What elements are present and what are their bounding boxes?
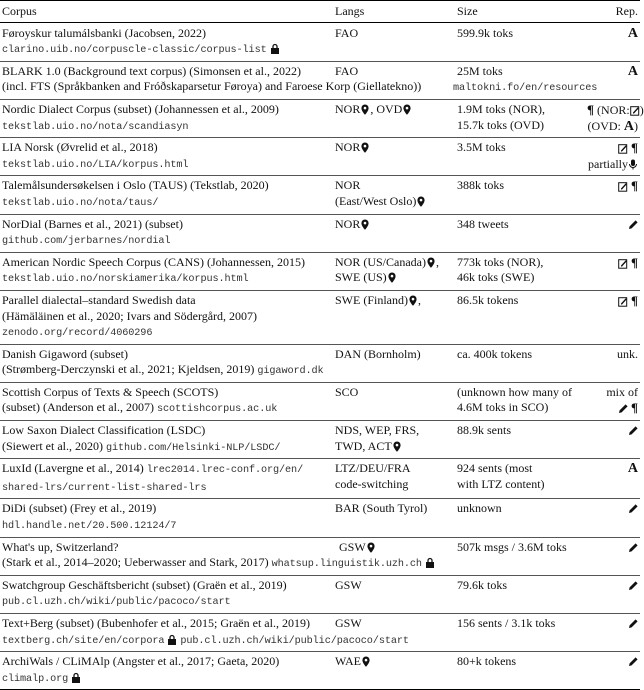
- table-row: [0, 214, 640, 252]
- corpus-url-cont[interactable]: pub.cl.uzh.ch/wiki/public/pacoco/start: [180, 635, 409, 647]
- size-cont: 15.7k toks (OVD): [457, 117, 544, 132]
- table-row: [0, 99, 640, 137]
- size: 599.9k toks: [455, 22, 585, 61]
- table-row: [0, 22, 640, 61]
- microphone-icon: [628, 159, 638, 170]
- corpus-name: NorDial (Barnes et al., 2021) (subset): [2, 216, 183, 231]
- corpus-name: Low Saxon Dialect Classification (LSDC): [2, 423, 206, 438]
- langs: NDS, WEP, FRS,: [335, 423, 420, 438]
- original-text-symbol: A: [623, 118, 634, 134]
- size: 3.5M toks: [455, 138, 585, 176]
- size: unknown: [455, 499, 585, 537]
- langs: LTZ/DEU/FRA: [335, 461, 411, 476]
- map-pin-icon: [387, 272, 397, 283]
- map-pin-icon: [402, 104, 412, 115]
- size: 156 sents / 3.1k toks: [455, 614, 585, 652]
- pilcrow-symbol: ¶: [587, 101, 595, 117]
- langs-cont: , OVD: [370, 101, 403, 116]
- size: 80+k tokens: [455, 652, 585, 690]
- table-row: [0, 138, 640, 176]
- map-pin-icon: [392, 441, 402, 452]
- corpus-name: ArchiWals / CLiMAlp (Angster et al., 2017; Gaeta, 2020): [2, 654, 280, 669]
- edit-box-icon: [618, 258, 628, 269]
- lock-icon: [270, 43, 280, 54]
- size: 924 sents (most: [457, 461, 533, 476]
- pencil-icon: [628, 219, 638, 230]
- header-corpus: Corpus: [0, 1, 333, 23]
- original-text-symbol: A: [627, 461, 638, 477]
- corpus-name: Talemålsundersøkelsen i Oslo (TAUS) (Tekstlab, 2020): [2, 178, 269, 193]
- langs: NOR: [335, 216, 361, 231]
- size: 25M toks: [457, 63, 503, 78]
- corpus-url[interactable]: textberg.ch/site/en/corpora: [2, 635, 165, 647]
- size-cont: 4.6M toks in SCO): [457, 400, 549, 415]
- corpus-url[interactable]: clarino.uib.no/corpuscle-classic/corpus-list: [2, 45, 267, 57]
- corpus-url[interactable]: tekstlab.uio.no/nota/taus/: [2, 197, 159, 209]
- map-pin-icon: [366, 542, 376, 553]
- corpus-url[interactable]: tekstlab.uio.no/nota/scandiasyn: [2, 121, 189, 133]
- lock-icon: [425, 557, 435, 568]
- rep-label: (NOR:: [597, 102, 630, 117]
- corpus-name-cont: (Hämäläinen et al., 2020; Ivars and Södergård, 2007): [2, 308, 258, 323]
- corpus-url[interactable]: tekstlab.uio.no/norskiamerika/korpus.html: [2, 274, 249, 286]
- langs: FAO: [333, 61, 455, 99]
- edit-box-icon: [618, 296, 628, 307]
- corpus-name-cont: (Siewert et al., 2020): [2, 438, 103, 453]
- table-row: [0, 614, 640, 652]
- langs: NOR: [335, 178, 361, 193]
- corpus-name-cont: (subset) (Anderson et al., 2007): [2, 400, 154, 415]
- langs: SCO: [333, 382, 455, 420]
- corpus-name: LIA Norsk (Øvrelid et al., 2018): [2, 140, 158, 155]
- header-rep: Rep.: [585, 1, 640, 23]
- corpus-name: American Nordic Speech Corpus (CANS) (Johannessen, 2015): [2, 254, 305, 269]
- rep-partially: partially: [588, 156, 628, 171]
- corpus-name: BLARK 1.0 (Background text corpus) (Simonsen et al., 2022): [2, 63, 301, 78]
- langs: BAR (South Tyrol): [333, 499, 455, 537]
- map-pin-icon: [416, 196, 426, 207]
- map-pin-icon: [361, 656, 371, 667]
- corpus-name-cont: (Stark et al., 2014–2020; Ueberwasser and Stark, 2017): [2, 555, 269, 570]
- table-row: [0, 382, 640, 420]
- table-row: [0, 575, 640, 613]
- header-size: Size: [455, 1, 585, 23]
- langs: GSW: [339, 539, 366, 554]
- original-text-symbol: A: [627, 25, 638, 41]
- langs: NOR: [335, 101, 361, 116]
- rep-label: mix of: [606, 384, 638, 399]
- table-row: [0, 176, 640, 214]
- langs-cont: SWE (US): [335, 270, 387, 285]
- lock-icon: [71, 672, 81, 683]
- corpus-name-cont: (Strømberg-Derczynski et al., 2021; Kjeldsen, 2019): [2, 362, 255, 377]
- corpus-name: Text+Berg (subset) (Bubenhofer et al., 2015; Graën et al., 2019): [2, 616, 310, 630]
- corpus-name: What's up, Switzerland?: [2, 539, 119, 554]
- corpus-url[interactable]: lrec2014.lrec-conf.org/en/: [146, 465, 304, 477]
- corpus-url[interactable]: zenodo.org/record/4060296: [2, 328, 153, 340]
- map-pin-icon: [426, 257, 436, 268]
- corpus-name: Swatchgroup Geschäftsbericht (subset) (Graën et al., 2019): [2, 577, 287, 592]
- size: 507k msgs / 3.6M toks: [455, 537, 585, 575]
- map-pin-icon: [360, 142, 370, 153]
- corpus-url[interactable]: github.com/jerbarnes/nordial: [2, 236, 171, 248]
- langs: WAE: [335, 654, 361, 669]
- size: ca. 400k tokens: [455, 344, 585, 382]
- edit-box-icon: [618, 143, 628, 154]
- pencil-icon: [628, 542, 638, 553]
- langs: GSW: [333, 575, 455, 613]
- corpus-url[interactable]: whatsup.linguistik.uzh.ch: [271, 559, 422, 571]
- corpus-url-cont[interactable]: shared-lrs/current-list-shared-lrs: [2, 482, 207, 494]
- edit-box-icon: [618, 181, 628, 192]
- size: 86.5k tokens: [455, 290, 585, 344]
- corpus-url[interactable]: maltokni.fo/en/resources: [453, 83, 598, 95]
- rep-label: ): [634, 118, 638, 133]
- pencil-icon: [628, 425, 638, 436]
- header-langs: Langs: [333, 1, 455, 23]
- corpus-name: Føroyskur talumálsbanki (Jacobsen, 2022): [2, 25, 206, 40]
- table-row: [0, 652, 640, 690]
- header-row: [0, 1, 640, 23]
- corpus-name: LuxId (Lavergne et al., 2014): [2, 461, 144, 476]
- table-row: [0, 421, 640, 459]
- lock-icon: [167, 634, 177, 645]
- corpus-name: Parallel dialectal–standard Swedish data: [2, 292, 196, 307]
- edit-box-icon: [630, 105, 640, 116]
- langs-cont: (East/West Oslo): [335, 193, 417, 208]
- size-cont: 46k toks (SWE): [457, 270, 535, 285]
- size: 1.9M toks (NOR),: [457, 101, 546, 116]
- original-text-symbol: A: [627, 63, 638, 79]
- table-row: [0, 344, 640, 382]
- pilcrow-symbol: ¶: [630, 400, 638, 416]
- map-pin-icon: [408, 295, 418, 306]
- size: 773k toks (NOR),: [457, 254, 544, 269]
- corpus-name-cont: (incl. FTS (Språkbanken and Fróðskaparsetur Føroya) and Faroese Korp (Giellatekno)): [2, 79, 422, 94]
- langs: NOR (US/Canada): [335, 254, 426, 269]
- corpus-name: Scottish Corpus of Texts & Speech (SCOTS): [2, 384, 219, 399]
- corpus-name: Danish Gigaword (subset): [2, 346, 128, 361]
- pencil-icon: [628, 503, 638, 514]
- table-row: [0, 499, 640, 537]
- corpus-url[interactable]: hdl.handle.net/20.500.12124/7: [2, 521, 177, 533]
- table-row: [0, 537, 640, 575]
- map-pin-icon: [360, 104, 370, 115]
- table-row: [0, 61, 640, 99]
- pilcrow-symbol: ¶: [630, 254, 638, 270]
- size: 88.9k sents: [455, 421, 585, 459]
- pilcrow-symbol: ¶: [630, 140, 638, 156]
- pencil-icon: [618, 403, 628, 414]
- pencil-icon: [628, 580, 638, 591]
- rep-label: unk.: [585, 344, 640, 382]
- table-row: American Nordic Speech Corpus (CANS) (Johannessen, 2015) tekstlab.uio.no/norskiamerika/korpus.html NOR (US/Canada) , SWE (US) 773k toks (NOR), 46k toks (SWE) ¶: [0, 252, 640, 290]
- corpus-url[interactable]: gigaword.dk: [257, 366, 324, 378]
- size: 388k toks: [455, 176, 585, 214]
- map-pin-icon: [360, 219, 370, 230]
- langs: SWE (Finland): [335, 292, 408, 307]
- langs: FAO: [333, 22, 455, 61]
- langs-cont: code-switching: [335, 476, 409, 491]
- size: (unknown how many of: [457, 384, 572, 399]
- size: 348 tweets: [455, 214, 585, 252]
- pilcrow-symbol: ¶: [630, 178, 638, 194]
- pencil-icon: [628, 618, 638, 629]
- langs-cont: TWD, ACT: [335, 438, 392, 453]
- corpus-name: DiDi (subset) (Frey et al., 2019): [2, 501, 157, 516]
- corpus-url[interactable]: tekstlab.uio.no/LIA/korpus.html: [2, 159, 189, 171]
- langs: NOR: [335, 140, 361, 155]
- rep-label: ): [639, 102, 644, 117]
- rep-label: (OVD:: [587, 118, 621, 133]
- table-row: Parallel dialectal–standard Swedish data (Hämäläinen et al., 2020; Ivars and Södergård, 2007) zenodo.org/record/4060296 SWE (Finland) , 86.5k tokens ¶: [0, 290, 640, 344]
- corpus-name: Nordic Dialect Corpus (subset) (Johannessen et al., 2009): [2, 101, 279, 116]
- pilcrow-symbol: ¶: [630, 292, 638, 308]
- corpus-url[interactable]: climalp.org: [2, 673, 69, 685]
- langs: DAN (Bornholm): [333, 344, 455, 382]
- table-row: [0, 459, 640, 499]
- corpus-url[interactable]: scottishcorpus.ac.uk: [156, 404, 278, 416]
- size-cont: with LTZ content): [457, 476, 545, 491]
- corpus-url[interactable]: pub.cl.uzh.ch/wiki/public/pacoco/start: [2, 597, 231, 609]
- size: 79.6k toks: [455, 575, 585, 613]
- langs: GSW: [333, 614, 455, 652]
- pencil-icon: [628, 656, 638, 667]
- corpus-url[interactable]: github.com/Helsinki-NLP/LSDC/: [105, 442, 281, 454]
